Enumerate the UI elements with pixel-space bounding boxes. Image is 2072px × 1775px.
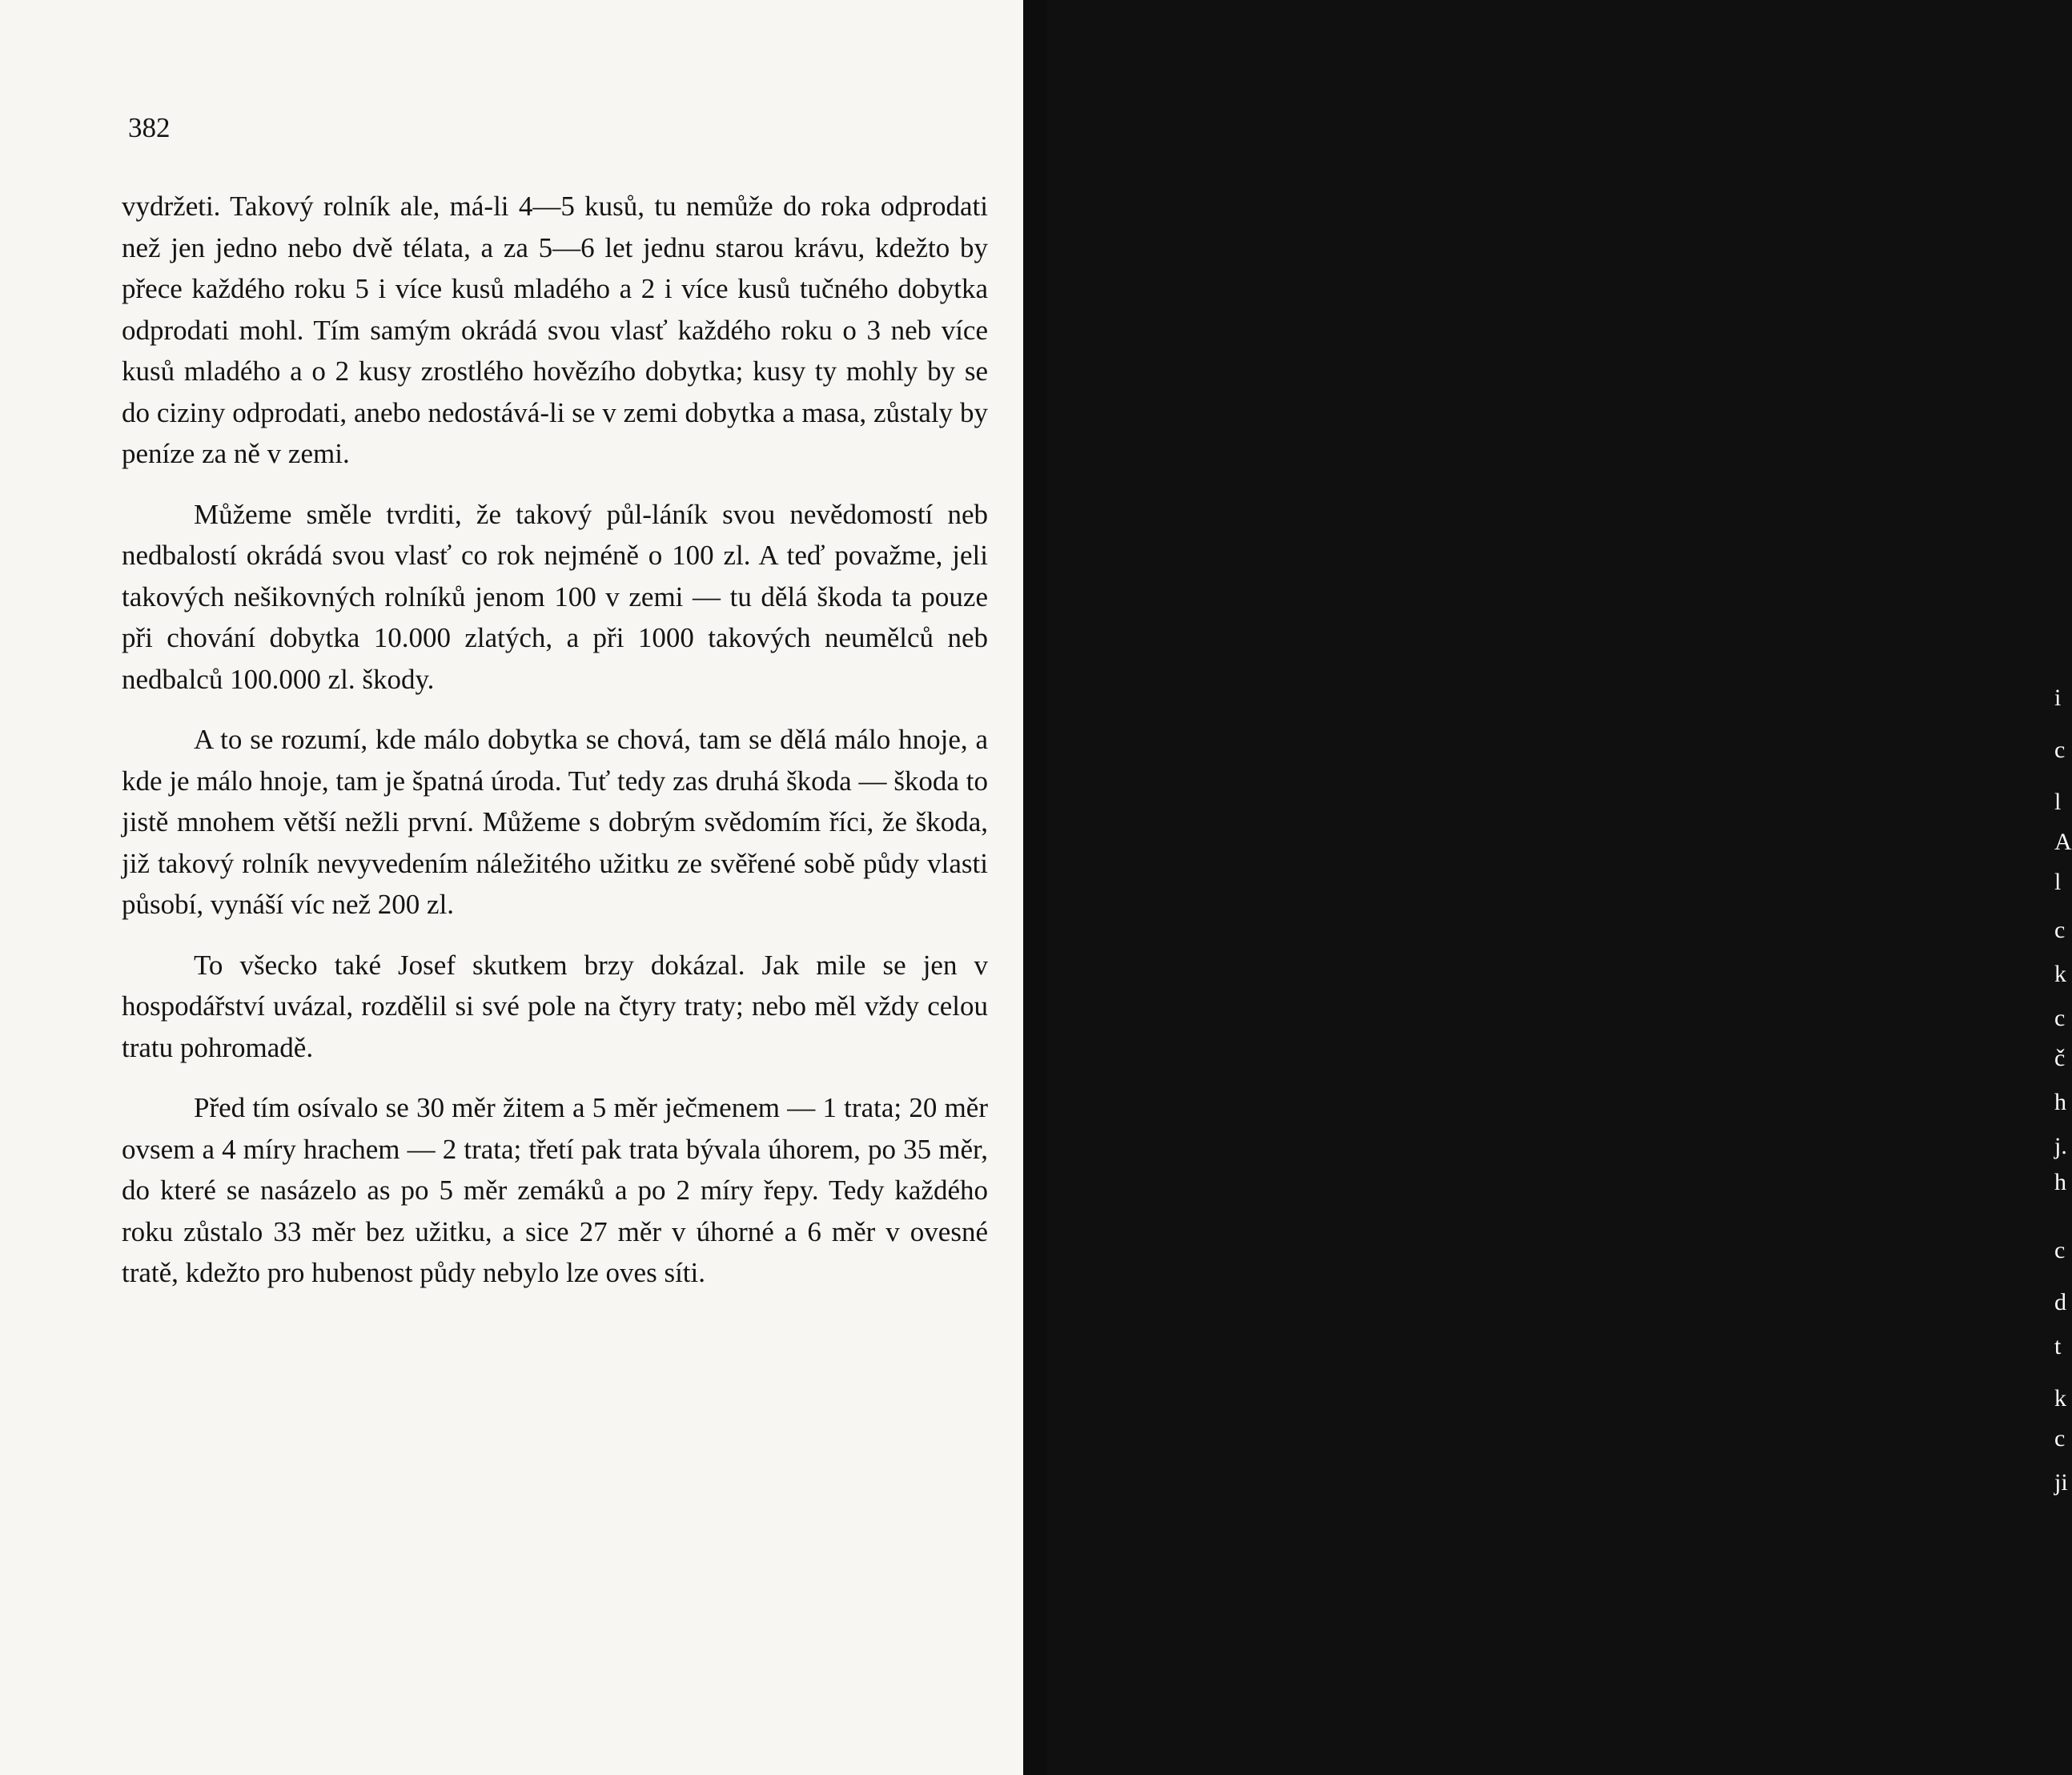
margin-fragment: h <box>2054 1169 2066 1195</box>
page-body <box>122 186 988 1313</box>
margin-fragment: i <box>2054 685 2062 711</box>
paragraph-3: A to se rozumí, kde málo dobytka se chová, tam se dělá málo hnoje, a kde je málo hnoje, tam je špatná úroda. Tuť tedy zas druhá škoda — škoda to jistě mnohem větší nežli první. Můžeme s dobrým svědomím říci, že škoda, již takový rolník nevyvedením náležitého užitku ze svěřené sobě půdy vlasti působí, vynáší víc než 200 zl. <box>122 724 988 920</box>
margin-fragment: h <box>2054 1089 2066 1115</box>
margin-fragment: k <box>2054 961 2066 987</box>
margin-fragment: c <box>2054 917 2066 943</box>
margin-fragment: l <box>2054 869 2062 895</box>
margin-fragment: k <box>2054 1385 2066 1412</box>
margin-fragment: d <box>2054 1289 2066 1315</box>
book-page <box>0 0 1023 1775</box>
page-number: 382 <box>128 112 171 143</box>
margin-fragment: t <box>2054 1333 2062 1359</box>
margin-fragment: c <box>2054 1005 2066 1031</box>
paragraph-5: Před tím osívalo se 30 měr žitem a 5 měr ječmenem — 1 trata; 20 měr ovsem a 4 míry hrachem — 2 trata; třetí pak trata bývala úhorem, po 35 měr, do které se nasázelo as po 5 měr zemáků a po 2 míry řepy. Tedy každého roku zůstalo 33 měr bez užitku, a sice 27 měr v úhorné a 6 měr v ovesné tratě, kdežto pro hubenost půdy nebylo lze oves síti. <box>122 1092 988 1288</box>
paragraph-4: To všecko také Josef skutkem brzy dokázal. Jak mile se jen v hospodářství uvázal, rozdělil si své pole na čtyry traty; nebo měl vždy celou tratu pohromadě. <box>122 949 988 1063</box>
paragraph-1: vydržeti. Takový rolník ale, má-li 4—5 kusů, tu nemůže do roka odprodati než jen jedno nebo dvě télata, a za 5—6 let jednu starou krávu, kdežto by přece každého roku 5 i více kusů mladého a 2 i více kusů tučného dobytka odprodati mohl. Tím samým okrádá svou vlasť každého roku o 3 neb více kusů mladého a o 2 kusy zrostlého hovězího dobytka; kusy ty mohly by se do ciziny odprodati, anebo nedostává-li se v zemi dobytka a masa, zůstaly by peníze za ně v zemi. <box>122 191 988 469</box>
margin-fragment: A <box>2054 829 2072 855</box>
facing-page-edge <box>1023 0 2072 1775</box>
margin-fragment: c <box>2054 1237 2066 1263</box>
margin-fragment: ji <box>2054 1469 2068 1496</box>
margin-fragment: č <box>2054 1045 2066 1071</box>
paragraph-2: Můžeme směle tvrditi, že takový půl-láník svou nevědomostí neb nedbalostí okrádá svou vlasť co rok nejméně o 100 zl. A teď považme, jeli takových nešikovných rolníků jenom 100 v zemi — tu dělá škoda ta pouze při chování dobytka 10.000 zlatých, a při 1000 takových neumělců neb nedbalců 100.000 zl. škody. <box>122 498 988 695</box>
margin-fragment: l <box>2054 789 2062 815</box>
margin-fragment: c <box>2054 1425 2066 1452</box>
margin-fragment: c <box>2054 737 2066 763</box>
margin-fragment: j. <box>2054 1133 2067 1159</box>
